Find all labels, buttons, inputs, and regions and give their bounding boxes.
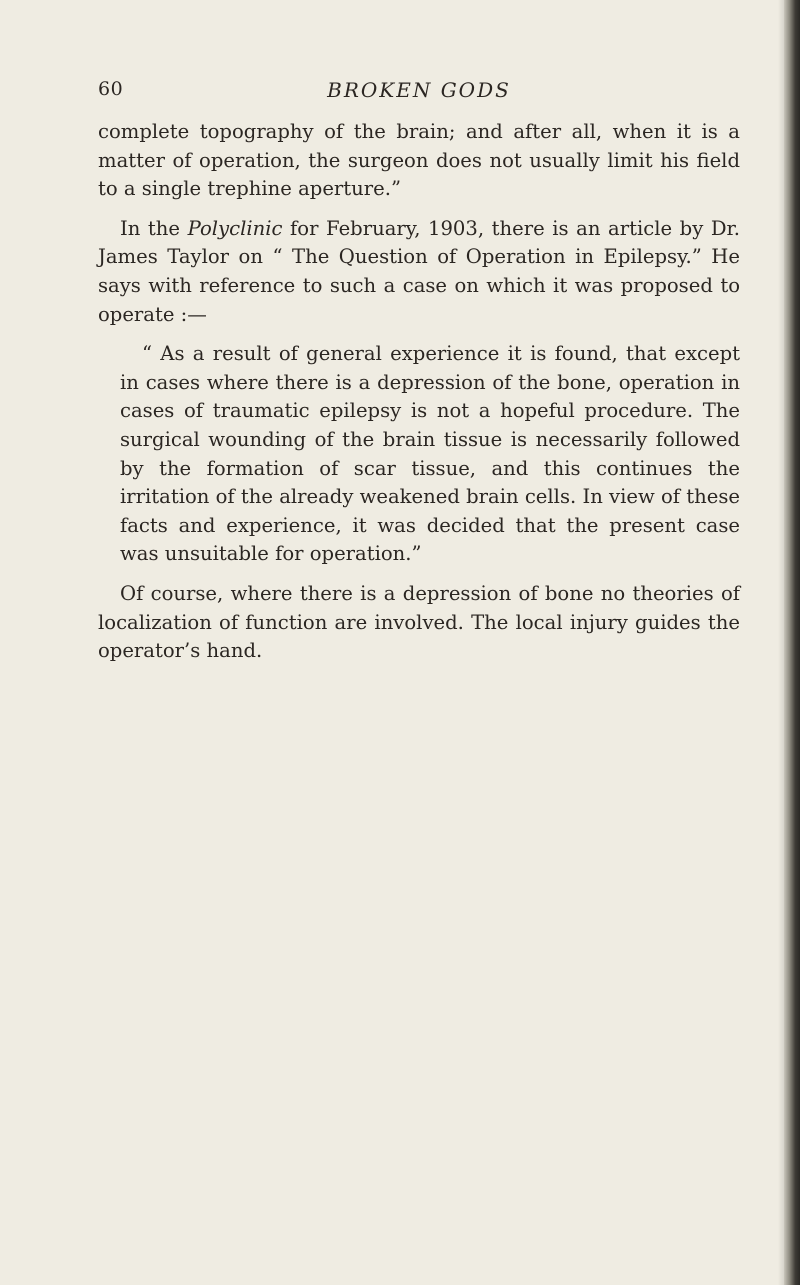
running-title: BROKEN GODS	[327, 78, 511, 102]
block-quote	[120, 340, 740, 569]
quote-paragraph: “ As a result of general experience it is found, that except in cases where there is a depression of the bone, operation in cases of traumatic epilepsy is not a hopeful procedure. The surgical wounding of the brain tissue is necessarily followed by the formation of scar tissue, and this continues the irritation of the already weakened brain cells. In view of these facts and experience, it was decided that the present case was unsuitable for operation.”	[120, 342, 740, 566]
body-text	[98, 118, 740, 666]
paragraph-polyclinic-end: for February, 1903, there is an article by Dr. James Taylor on “ The Question of Operation in Epilepsy.” He says with reference to such a case on which it was proposed to operate :—	[98, 216, 740, 326]
paragraph-polyclinic-start: In the	[120, 216, 188, 240]
paragraph-continuation: complete topography of the brain; and after all, when it is a matter of operation, the surgeon does not usually limit his field to a single trephine aperture.”	[98, 120, 740, 201]
running-head	[98, 78, 740, 106]
journal-title-polyclinic: Polyclinic	[187, 216, 283, 240]
page-number: 60	[98, 78, 124, 100]
paragraph-polyclinic	[98, 215, 740, 329]
page-binding-edge	[784, 0, 800, 1285]
paragraph-conclusion: Of course, where there is a depression of bone no theories of localization of function are involved. The local injury guides the operator’s hand.	[98, 581, 740, 663]
